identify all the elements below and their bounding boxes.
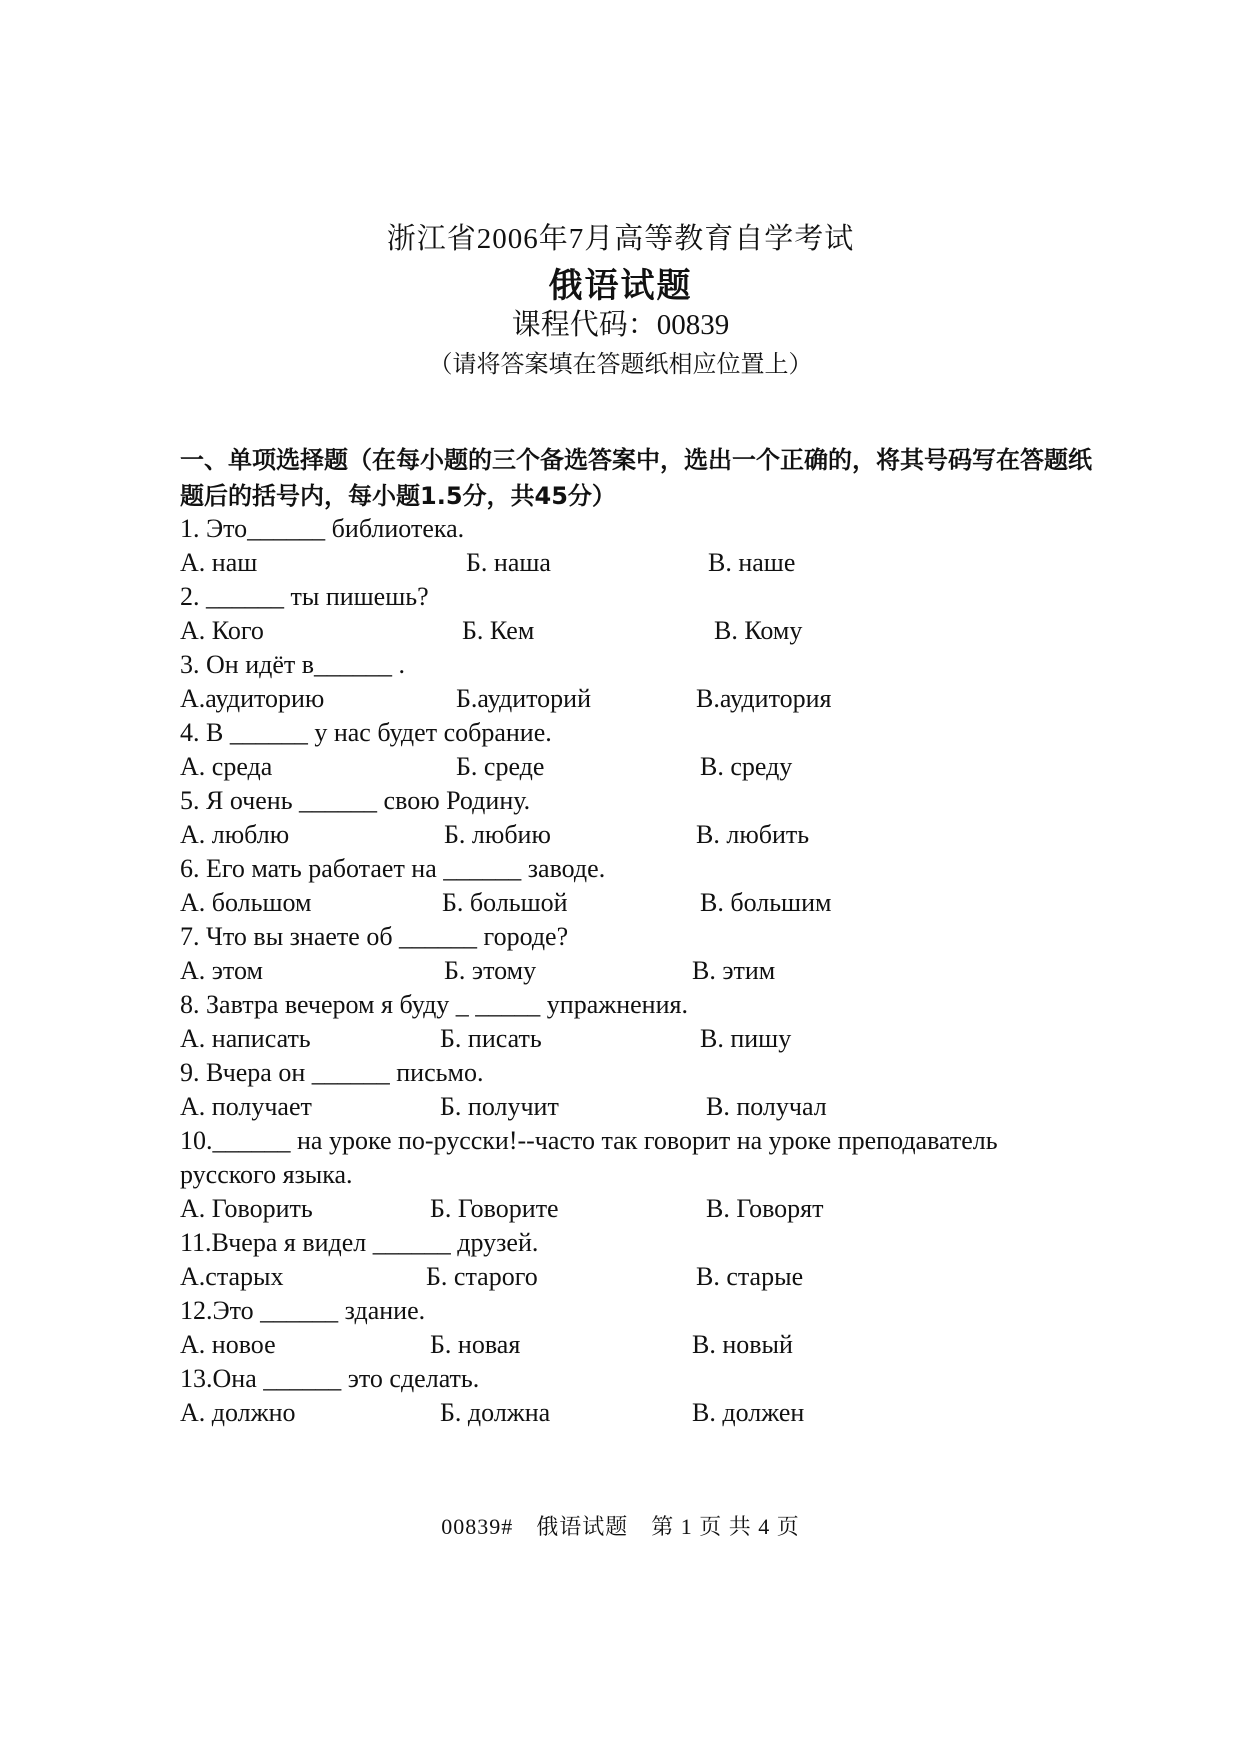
option-a: А.аудиторию [180,684,325,713]
options-row [180,614,1100,648]
option-c: В. большим [700,888,832,917]
options-row [180,1192,1100,1226]
option-c: В. Говорят [706,1194,824,1223]
option-c: В. Кому [714,616,803,645]
option-c: В. новый [692,1330,793,1359]
option-a: А. среда [180,752,273,781]
question-text: 4. В ______ у нас будет собрание. [180,718,552,747]
answer-note: （请将答案填在答题纸相应位置上） [428,352,813,378]
question-text: 12.Это ______ здание. [180,1296,426,1325]
subject-title: 俄语试题 [548,268,693,305]
option-c: В. любить [696,820,810,849]
option-a: А. должно [180,1398,296,1427]
option-a: А. написать [180,1024,311,1053]
question-text: 6. Его мать работает на ______ заводе. [180,854,606,883]
option-b: Б. должна [440,1398,551,1427]
question-text: 10.______ на уроке по-русски!--часто так говорит на уроке преподаватель русского языка. [180,1126,998,1189]
option-c: В. старые [696,1262,804,1291]
option-a: А. Кого [180,616,264,645]
options-row [180,682,1100,716]
option-a: А.старых [180,1262,284,1291]
option-a: А. получает [180,1092,312,1121]
question-text: 2. ______ ты пишешь? [180,582,429,611]
option-a: А. новое [180,1330,276,1359]
options-row [180,1328,1100,1362]
option-c: В. этим [692,956,776,985]
option-c: В. должен [692,1398,805,1427]
option-b: Б. новая [430,1330,521,1359]
option-b: Б.аудиторий [456,684,592,713]
question-text: 5. Я очень ______ свою Родину. [180,786,531,815]
option-c: В.аудитория [696,684,832,713]
option-b: Б. этому [444,956,537,985]
option-b: Б. среде [456,752,545,781]
section-heading: 一、单项选择题（在每小题的三个备选答案中，选出一个正确的，将其号码写在答题纸题后的括号内，每小题1.5分，共45分） [180,446,1092,510]
options-row [180,750,1100,784]
options-row [180,1022,1100,1056]
option-c: В. получал [706,1092,827,1121]
option-b: Б. любию [444,820,551,849]
options-row [180,546,1100,580]
question-text: 8. Завтра вечером я буду _ _____ упражнения. [180,990,688,1019]
question-list [180,512,1100,1430]
options-row [180,1090,1100,1124]
option-c: В. наше [708,548,796,577]
options-row [180,1396,1100,1430]
option-b: Б. Говорите [430,1194,559,1223]
question-text: 3. Он идёт в______ . [180,650,406,679]
options-row [180,1260,1100,1294]
option-b: Б. получит [440,1092,559,1121]
option-a: А. Говорить [180,1194,313,1223]
exam-title: 浙江省2006年7月高等教育自学考试 [386,223,855,255]
course-code: 课程代码：00839 [511,309,730,341]
option-a: А. люблю [180,820,290,849]
options-row [180,886,1100,920]
question-text: 11.Вчера я видел ______ друзей. [180,1228,539,1257]
option-a: А. большом [180,888,312,917]
option-a: А. этом [180,956,263,985]
question-text: 9. Вчера он ______ письмо. [180,1058,484,1087]
option-b: Б. большой [442,888,568,917]
option-b: Б. старого [426,1262,538,1291]
question-text: 13.Она ______ это сделать. [180,1364,480,1393]
option-c: В. пишу [700,1024,792,1053]
option-b: Б. наша [466,548,551,577]
options-row [180,954,1100,988]
question-text: 7. Что вы знаете об ______ городе? [180,922,569,951]
page-footer: 00839# 俄语试题 第 1 页 共 4 页 [441,1514,800,1539]
option-c: В. среду [700,752,793,781]
option-a: А. наш [180,548,258,577]
question-text: 1. Это______ библиотека. [180,514,465,543]
option-b: Б. писать [440,1024,542,1053]
option-b: Б. Кем [462,616,535,645]
options-row [180,818,1100,852]
